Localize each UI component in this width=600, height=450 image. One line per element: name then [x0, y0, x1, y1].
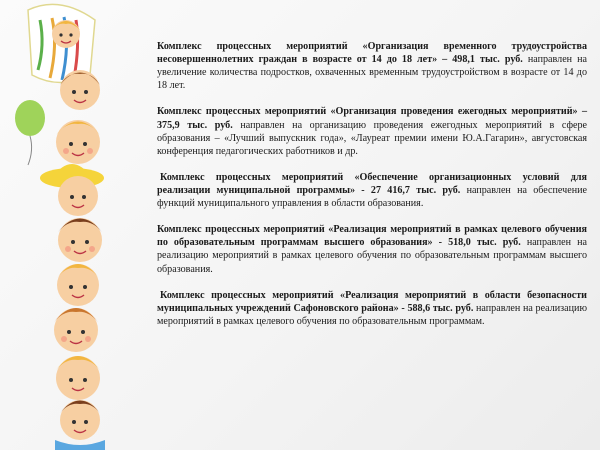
paragraph-text: направлен на организацию проведения ежегодных мероприятий в сфере образования – «Лучший выпускник года», «Лауреат премии имени Ю.А.Гагарин», августовская конференция педагогических работников и др. [157, 119, 587, 157]
child-face-5 [58, 218, 102, 262]
paragraph-targeted-training [157, 223, 587, 275]
paragraph-text: направлен на реализацию мероприятий в рамках целевого обучения по образовательным программам. [157, 302, 587, 327]
paragraph-heading: Комплекс процессных мероприятий «Реализация мероприятий в рамках целевого обучения по образовательным программам высшего образования» - 518,0 тыс. руб. [157, 224, 587, 249]
paragraph-text: направлен на увеличение количества подростков, охваченных временным трудоустройством в возрасте от 14 до 18 лет. [157, 54, 587, 92]
child-face-3 [56, 120, 100, 164]
child-face-9 [55, 400, 105, 450]
child-face-2 [60, 70, 100, 110]
paragraph-heading: Комплекс процессных мероприятий «Организация проведения ежегодных мероприятий» – 375,9 тыс. руб. [157, 106, 587, 131]
paragraph-text: направлен на реализацию мероприятий в рамках целевого обучения по образовательным программам высшего образования. [157, 237, 587, 275]
document-body [157, 40, 587, 341]
children-border-illustration [0, 0, 130, 450]
child-with-hat [40, 164, 104, 216]
paragraph-temporary-employment [157, 40, 587, 92]
child-face-8 [56, 356, 100, 400]
paragraph-text: направлен на обеспечение функций муниципального управления в области образования. [157, 184, 587, 210]
balloon-illustration [15, 100, 45, 165]
paragraph-heading: Комплекс процессных мероприятий «Организация временного трудоустройства несовершеннолетних граждан в возрасте от 14 до 18 лет» – 498,1 тыс. руб. [157, 41, 587, 66]
paragraph-heading: Комплекс процессных мероприятий «Обеспечение организационных условий для реализации муниципальной программы» - 27 416,7 тыс. руб. [157, 171, 587, 196]
child-face-7 [54, 308, 98, 352]
paragraph-safety [157, 289, 587, 328]
paragraph-organizational-conditions [157, 171, 587, 210]
child-face-6 [57, 264, 99, 306]
paragraph-annual-events [157, 105, 587, 157]
paragraph-heading: Комплекс процессных мероприятий «Реализация мероприятий в области безопасности муниципальных учреждений Сафоновского района» - 588,6 тыс. руб. [157, 289, 587, 314]
